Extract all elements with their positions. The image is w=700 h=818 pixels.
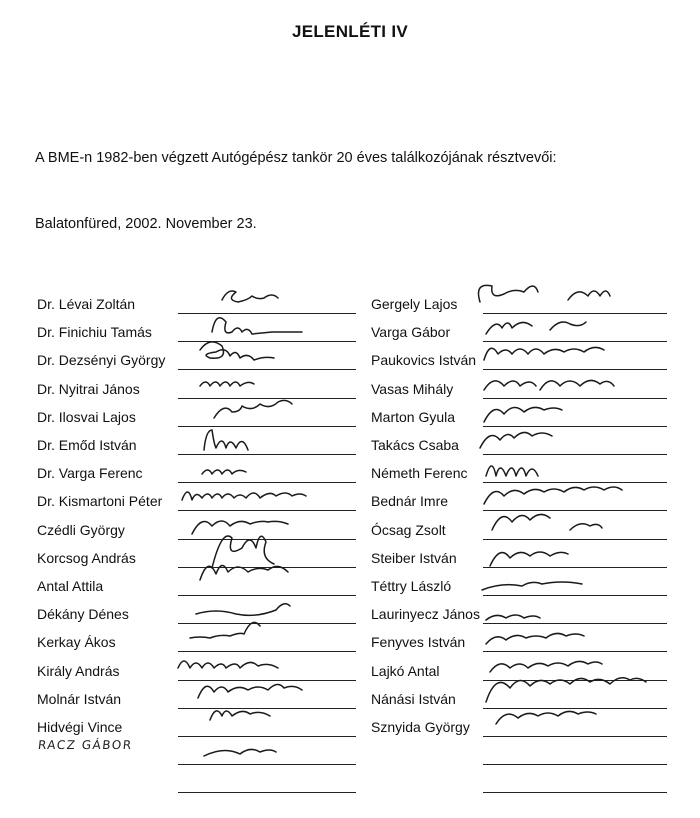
left-attendee-name: Dr. Finichiu Tamás (37, 324, 152, 341)
signatures-left (178, 291, 306, 756)
left-attendee-name: Hidvégi Vince (37, 719, 123, 735)
left-signature-line (178, 792, 356, 793)
left-attendee-name: Kerkay Ákos (37, 634, 116, 651)
left-attendee-name: Molnár István (37, 690, 122, 707)
left-attendee-name: Dr. Nyitrai János (37, 380, 140, 397)
right-attendee-name: Lajkó Antal (371, 662, 440, 679)
left-attendee-name: Antal Attila (37, 578, 104, 594)
right-attendee-name: Varga Gábor (371, 324, 451, 341)
signatures-right (479, 285, 647, 724)
left-signature-line (178, 736, 356, 737)
left-signature-line (178, 539, 356, 540)
left-attendee-name: Czédli György (37, 521, 125, 538)
right-attendee-name: Paukovics István (371, 352, 477, 369)
document-title: JELENLÉTI IV (291, 22, 408, 41)
right-signature-line (483, 708, 667, 709)
right-signature-line (483, 651, 667, 652)
right-signature-line (483, 736, 667, 737)
left-attendee-name: Dr. Kismartoni Péter (37, 493, 163, 510)
right-attendee-name: Gergely Lajos (371, 296, 458, 312)
left-attendee-name: Dékány Dénes (37, 606, 129, 623)
right-signature-line (483, 539, 667, 540)
right-attendee-name: Vasas Mihály (371, 380, 454, 397)
right-signature-line (483, 567, 667, 568)
handwritten-addition: RACZ GÁBOR (37, 738, 134, 752)
right-attendee-name: Takács Csaba (371, 437, 459, 453)
right-attendee-name: Németh Ferenc (371, 465, 468, 482)
right-attendee-name: Ócsag Zsolt (371, 521, 446, 538)
right-attendee-name: Nánási István (371, 690, 456, 707)
left-attendee-name: Dr. Varga Ferenc (37, 465, 143, 482)
intro-text: A BME-n 1982-ben végzett Autógépész tankör 20 éves találkozójának résztvevői: (35, 150, 557, 166)
right-signature-line (483, 482, 667, 483)
left-signature-line (178, 680, 356, 681)
left-signature-line (178, 623, 356, 624)
left-attendee-name: Dr. Lévai Zoltán (37, 296, 136, 312)
left-attendee-name: Dr. Ilosvai Lajos (37, 408, 136, 425)
right-attendee-name: Fenyves István (371, 634, 466, 651)
left-signature-line (178, 341, 356, 342)
left-attendee-name: Korcsog András (37, 549, 136, 566)
right-attendee-name: Marton Gyula (371, 408, 456, 425)
right-signature-line (483, 680, 667, 681)
right-signature-line (483, 454, 667, 455)
left-signature-line (178, 708, 356, 709)
right-attendee-name: Bednár Imre (371, 493, 449, 510)
right-signature-line (483, 764, 667, 765)
left-attendee-name: Király András (37, 662, 120, 679)
right-signature-line (483, 313, 667, 314)
right-signature-line (483, 510, 667, 511)
left-attendee-name: Dr. Emőd István (37, 437, 137, 453)
left-signature-line (178, 369, 356, 370)
right-signature-line (483, 623, 667, 624)
right-signature-line (483, 341, 667, 342)
right-attendee-name: Steiber István (371, 549, 457, 566)
left-signature-line (178, 595, 356, 596)
left-signature-line (178, 426, 356, 427)
right-signature-line (483, 426, 667, 427)
left-signature-line (178, 313, 356, 314)
left-signature-line (178, 510, 356, 511)
left-signature-line (178, 482, 356, 483)
right-attendee-name: Laurinyecz János (371, 606, 480, 623)
right-signature-line (483, 398, 667, 399)
left-signature-line (178, 764, 356, 765)
left-signature-line (178, 398, 356, 399)
left-signature-line (178, 567, 356, 568)
place-date: Balatonfüred, 2002. November 23. (35, 216, 257, 232)
left-signature-line (178, 454, 356, 455)
right-signature-line (483, 792, 667, 793)
right-signature-line (483, 595, 667, 596)
right-signature-line (483, 369, 667, 370)
left-signature-line (178, 651, 356, 652)
left-attendee-name: Dr. Dezsényi György (37, 352, 166, 369)
right-attendee-name: Sznyida György (371, 719, 470, 735)
right-attendee-name: Téttry László (371, 578, 452, 594)
